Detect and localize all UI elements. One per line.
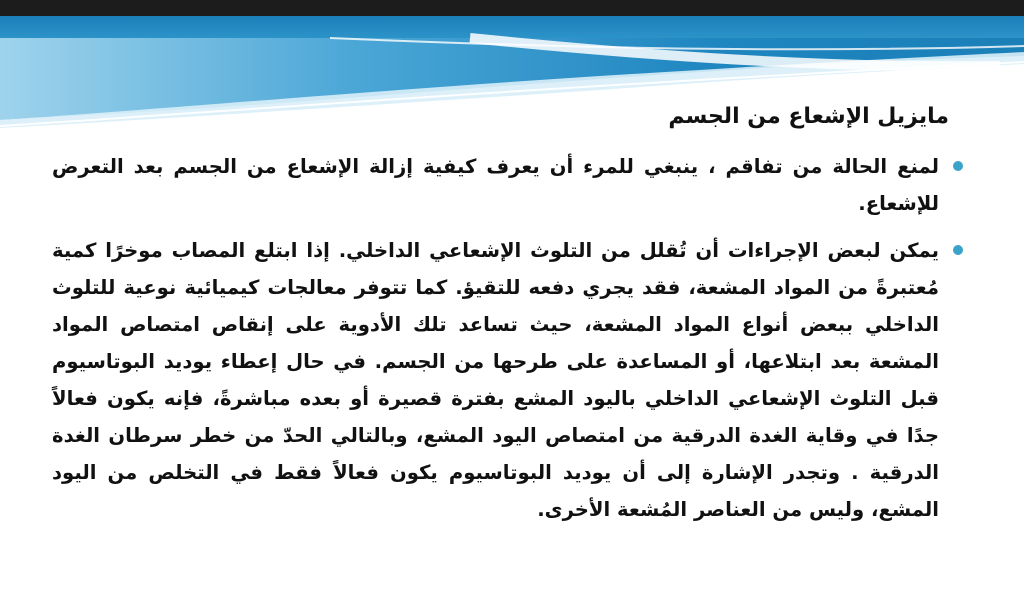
bullet-text: لمنع الحالة من تفاقم ، ينبغي للمرء أن يعرف كيفية إزالة الإشعاع من الجسم بعد التعرض للإشعاع. bbox=[52, 155, 939, 215]
bullet-list bbox=[52, 148, 967, 528]
bullet-dot-icon bbox=[953, 161, 963, 171]
bullet-item bbox=[52, 232, 967, 528]
bullet-dot-icon bbox=[953, 245, 963, 255]
bullet-item bbox=[52, 148, 967, 222]
bullet-text: يمكن لبعض الإجراءات أن تُقلل من التلوث الإشعاعي الداخلي. إذا ابتلع المصاب موخرًا كمية مُعتبرةً من المواد المشعة، فقد يجري دفعه للتقيؤ. كما تتوفر معالجات كيميائية نوعية للتلوث الداخلي ببعض أنواع المواد المشعة، حيث تساعد تلك الأدوية على إنقاص امتصاص المواد المشعة بعد ابتلاعها، أو المساعدة على طرحها من الجسم. في حال إعطاء يوديد البوتاسيوم قبل التلوث الإشعاعي الداخلي باليود المشع بفترة قصيرة أو بعده مباشرةً، فإنه يكون فعالاً جدًا في وقاية الغدة الدرقية من امتصاص اليود المشع، وبالتالي الحدّ من خطر سرطان الغدة الدرقية . وتجدر الإشارة إلى أن يوديد البوتاسيوم يكون فعالاً فقط في التخلص من اليود المشع، وليس من العناصر المُشعة الأخرى. bbox=[52, 239, 939, 521]
slide-title: مايزيل الإشعاع من الجسم bbox=[668, 104, 949, 129]
slide-content bbox=[52, 100, 967, 570]
screen-top-bar bbox=[0, 0, 1024, 16]
